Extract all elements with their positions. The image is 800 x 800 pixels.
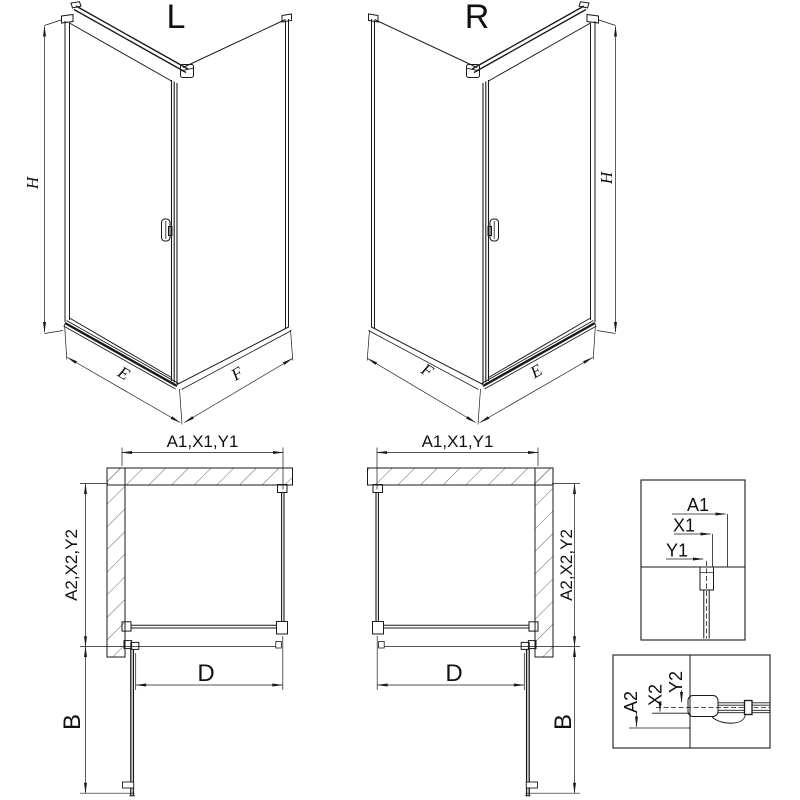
wall-top-left-plan [107,468,293,485]
dim-label-door-width-left: E [114,362,134,385]
plan-right-depth-label: A2,X2,Y2 [557,529,576,601]
plan-right-door-label: D [445,660,463,687]
plan-right-width-label: A1,X1,Y1 [421,432,494,451]
dim-label-side-panel-right: F [417,359,437,382]
figure-left-title: L [166,0,186,36]
figure-right-title: R [464,0,490,36]
dim-label-door-width-right: E [526,360,546,383]
detail-depth-y-label: Y2 [666,670,686,694]
plan-left-door-label: D [197,660,215,687]
enclosure-3d-left-drawing [45,2,293,425]
detail-width-a-label: A1 [686,495,710,515]
plan-right-swing-label: B [550,713,577,731]
detail-width-x-label: X1 [672,515,696,536]
plan-left-depth-label: A2,X2,Y2 [62,529,81,601]
dim-label-height-right: H [597,171,616,185]
plan-view-left [59,432,293,796]
plan-left-width-label: A1,X1,Y1 [166,432,239,451]
wall-top-right-plan [368,468,554,485]
detail-box-width [641,480,745,640]
plan-left-swing-label: B [59,713,86,731]
detail-box-depth [613,655,770,748]
dim-label-side-panel-left: F [227,362,247,385]
detail-depth-a-label: A2 [621,690,641,714]
plan-view-right [368,432,581,796]
figure-3d-left [23,0,293,425]
detail-depth-x-label: X2 [645,683,666,707]
enclosure-3d-right-drawing [367,2,615,425]
detail-width-y-label: Y1 [665,540,689,561]
dim-label-height-left: H [23,176,42,190]
figure-3d-right [367,0,616,425]
